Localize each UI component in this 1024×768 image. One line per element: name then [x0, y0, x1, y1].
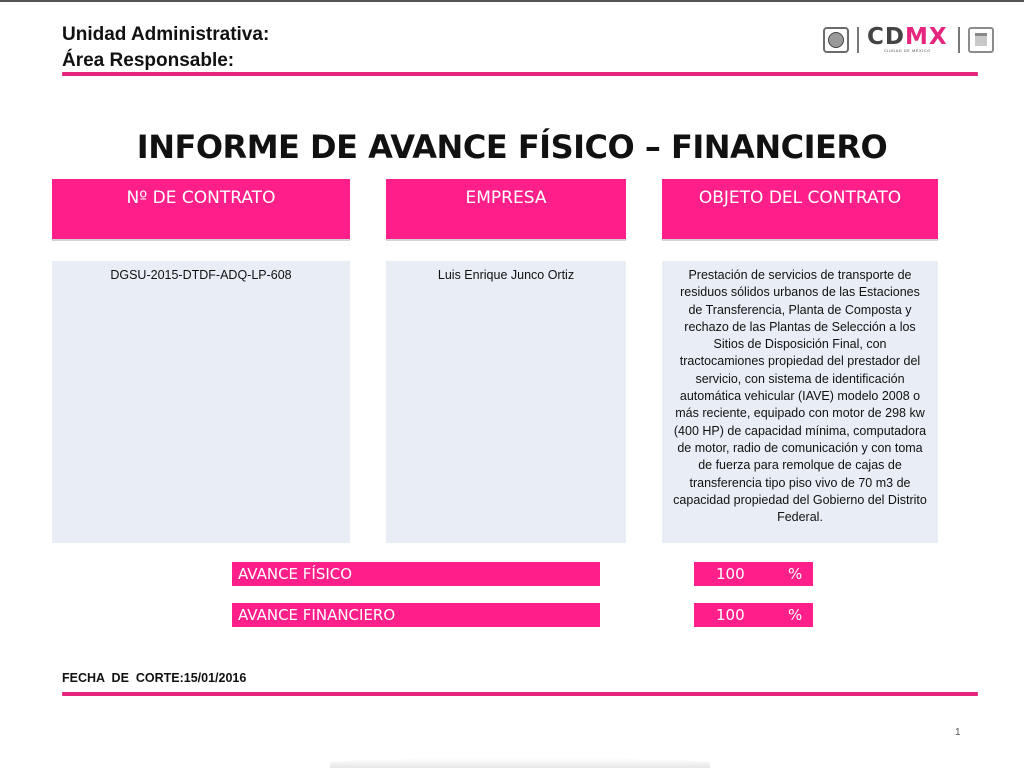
agency-seal-icon: [968, 27, 994, 53]
cdmx-wordmark: [867, 26, 948, 53]
unidad-administrativa-label: Unidad Administrativa:: [62, 24, 270, 45]
empresa-name: Luis Enrique Junco Ortiz: [437, 268, 575, 282]
header-empresa: EMPRESA: [386, 179, 626, 241]
avance-financiero-unit: %: [788, 606, 803, 624]
fecha-de-corte: FECHA DE CORTE:15/01/2016: [62, 671, 247, 685]
header-rule: [62, 72, 978, 76]
header-contrato: Nº DE CONTRATO: [52, 179, 350, 241]
value-objeto: [662, 261, 938, 543]
contrato-number: DGSU-2015-DTDF-ADQ-LP-608: [110, 268, 292, 282]
page-number: 1: [955, 727, 961, 738]
avance-financiero-value: 100: [716, 606, 745, 624]
avance-fisico-unit: %: [788, 565, 803, 583]
value-contrato: [52, 261, 350, 543]
cdmx-logo: [823, 26, 994, 53]
footer-rule: [62, 692, 978, 696]
brand-subtitle: CIUDAD DE MÉXICO: [883, 48, 931, 53]
value-empresa: [386, 261, 626, 543]
page-title: INFORME DE AVANCE FÍSICO – FINANCIERO: [136, 128, 888, 166]
area-responsable-label: Área Responsable:: [62, 50, 235, 71]
logo-divider: [857, 27, 859, 53]
avance-financiero-value-box: [694, 603, 813, 627]
avance-fisico-value-box: [694, 562, 813, 586]
top-border: [0, 0, 1024, 2]
logo-divider-2: [958, 27, 960, 53]
slide-shadow: [330, 758, 710, 768]
avance-financiero-label: AVANCE FINANCIERO: [232, 603, 600, 627]
objeto-description: Prestación de servicios de transporte de residuos sólidos urbanos de las Estaciones de Transferencia, Planta de Composta y rechazo de las Plantas de Selección a los Sitios de Disposición Final, con tractocamiones propiedad del prestador del servicio, con sistema de identificación automática vehicular (IAVE) modelo 2008 o más reciente, equipado con motor de 298 kw (400 HP) de capacidad mínima, computadora de motor, radio de comunicación y con toma de fuerza para remolque de cajas de transferencia tipo piso vivo de 70 m3 de capacidad propiedad del Gobierno del Distrito Federal.: [673, 268, 927, 525]
avance-fisico-value: 100: [716, 565, 745, 583]
header-objeto: OBJETO DEL CONTRATO: [662, 179, 938, 241]
coat-of-arms-icon: [823, 27, 849, 53]
brand-right: MX: [904, 24, 948, 50]
brand-left: CD: [867, 24, 905, 50]
avance-fisico-label: AVANCE FÍSICO: [232, 562, 600, 586]
